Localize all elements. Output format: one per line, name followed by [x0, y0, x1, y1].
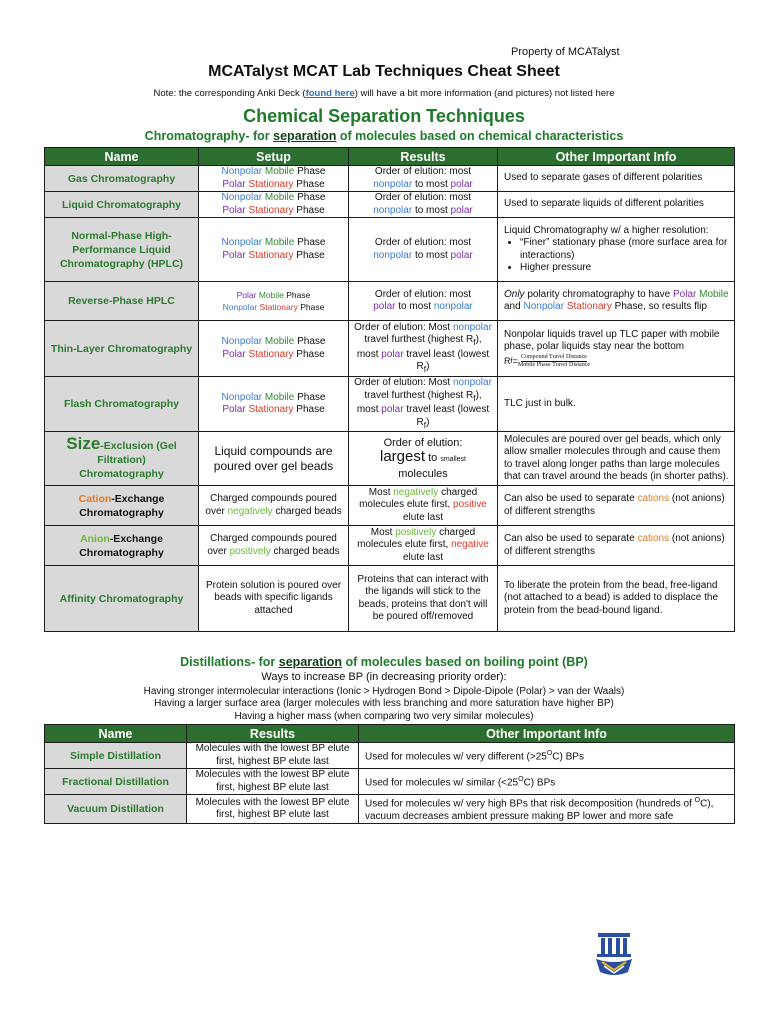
row-name: Size-Exclusion (Gel Filtration) Chromatography [45, 432, 199, 486]
row-setup: Polar Mobile Phase Nonpolar Stationary Phase [199, 282, 349, 321]
table-row [45, 321, 735, 377]
table-row [45, 218, 735, 282]
col-setup: Setup [199, 148, 349, 166]
property-label: Property of MCATalyst [511, 46, 620, 58]
row-name: Affinity Chromatography [45, 566, 199, 632]
row-info: Used to separate gases of different polarities [498, 166, 735, 192]
row-setup: Liquid compounds are poured over gel beads [199, 432, 349, 486]
row-name: Thin-Layer Chromatography [45, 321, 199, 377]
row-setup: Charged compounds poured over negatively charged beads [199, 486, 349, 526]
ways-item: Having a larger surface area (larger molecules with less branching and more saturation have higher BP) [154, 698, 614, 709]
row-info: Used for molecules w/ very high BPs that risk decomposition (hundreds of $^O$C), vacuum decreases ambient pressure making BP lower and more safe [359, 795, 735, 824]
row-results: Order of elution: most nonpolar to most polar [349, 192, 498, 218]
col-info: Other Important Info [359, 725, 735, 743]
row-info: Used for molecules w/ similar $(<25^OC)$ BPs [359, 769, 735, 795]
row-info: Can also be used to separate cations (not anions) of different strengths [498, 486, 735, 526]
chromatography-table [44, 147, 735, 632]
row-name: Flash Chromatography [45, 377, 199, 432]
table-row [45, 526, 735, 566]
col-results: Results [349, 148, 498, 166]
anki-deck-link[interactable]: found here [305, 88, 355, 99]
col-name: Name [45, 725, 187, 743]
row-results: Order of elution: Most nonpolar travel furthest (highest $R_f$), most polar travel least (lowest $R_f$) [349, 377, 498, 432]
row-info: Used to separate liquids of different polarities [498, 192, 735, 218]
row-info: Only polarity chromatography to have Polar Mobile and Nonpolar Stationary Phase, so results flip [498, 282, 735, 321]
page-title: MCATalyst MCAT Lab Techniques Cheat Sheet [208, 63, 560, 80]
row-info: Molecules are poured over gel beads, which only allow smaller molecules through and cause them to travel along longer paths than large molecules that can travel around the beads (in shorter paths). [498, 432, 735, 486]
row-results: Molecules with the lowest BP elute first, highest BP elute last [187, 743, 359, 769]
row-setup: Nonpolar Mobile Phase Polar Stationary Phase [199, 218, 349, 282]
col-name: Name [45, 148, 199, 166]
row-setup: Protein solution is poured over beads with specific ligands attached [199, 566, 349, 632]
table-row [45, 282, 735, 321]
list-item: • “Finer” stationary phase (more surface area for interactions) [520, 237, 730, 262]
row-results: Order of elution: most nonpolar to most polar [349, 166, 498, 192]
distillation-table [44, 724, 735, 824]
rf-formula: R f = Compound Travel Distance Mobile Phase Travel Distance [504, 353, 591, 368]
row-results: Most positively charged molecules elute first, negative elute last [349, 526, 498, 566]
row-info: Used for molecules w/ very different $(>25^OC)$ BPs [359, 743, 735, 769]
table-row [45, 166, 735, 192]
row-name: Cation-Exchange Chromatography [45, 486, 199, 526]
chromatography-heading: Chromatography- for separation of molecules based on chemical characteristics [144, 129, 624, 143]
table-row [45, 566, 735, 632]
list-item: • Higher pressure [520, 262, 730, 275]
row-results: Proteins that can interact with the ligands will stick to the beads, proteins that don't will be poured off/removed [349, 566, 498, 632]
table-row [45, 377, 735, 432]
anki-note: Note: the corresponding Anki Deck (found here) will have a bit more information (and pictures) not listed here [153, 88, 615, 99]
row-name: Reverse-Phase HPLC [45, 282, 199, 321]
row-name: Vacuum Distillation [45, 795, 187, 824]
row-setup: Nonpolar Mobile Phase Polar Stationary Phase [199, 321, 349, 377]
row-results: Order of elution: Most nonpolar travel furthest (highest $R_f$), most polar travel least (lowest $R_f$) [349, 321, 498, 377]
row-name: Normal-Phase High-Performance Liquid Chromatography (HPLC) [45, 218, 199, 282]
row-setup: Nonpolar Mobile Phase Polar Stationary Phase [199, 377, 349, 432]
row-results: Order of elution: most polar to most nonpolar [349, 282, 498, 321]
row-name: Gas Chromatography [45, 166, 199, 192]
row-setup: Nonpolar Mobile Phase Polar Stationary Phase [199, 166, 349, 192]
table-row [45, 795, 735, 824]
section-title: Chemical Separation Techniques [243, 106, 525, 126]
table-row [45, 192, 735, 218]
row-results: Order of elution: most nonpolar to most polar [349, 218, 498, 282]
ways-title: Ways to increase BP (in decreasing priority order): [261, 671, 507, 683]
row-name: Fractional Distillation [45, 769, 187, 795]
distillation-heading: Distillations- for separation of molecules based on boiling point (BP) [180, 655, 588, 669]
row-results: Molecules with the lowest BP elute first, highest BP elute last [187, 795, 359, 824]
row-info: To liberate the protein from the bead, free-ligand (not attached to a bead) is added to displace the protein from the bead-bound ligand. [498, 566, 735, 632]
row-info: Liquid Chromatography w/ a higher resolution: • “Finer” stationary phase (more surface area for interactions) • Higher pressure [498, 218, 735, 282]
table-row [45, 743, 735, 769]
mcatalyst-logo-icon [592, 932, 636, 983]
row-info: Can also be used to separate cations (not anions) of different strengths [498, 526, 735, 566]
row-results: Molecules with the lowest BP elute first, highest BP elute last [187, 769, 359, 795]
row-setup: Nonpolar Mobile Phase Polar Stationary Phase [199, 192, 349, 218]
row-name: Simple Distillation [45, 743, 187, 769]
col-results: Results [187, 725, 359, 743]
row-setup: Charged compounds poured over positively charged beads [199, 526, 349, 566]
row-info: TLC just in bulk. [498, 377, 735, 432]
row-results: Most negatively charged molecules elute first, positive elute last [349, 486, 498, 526]
row-info: Nonpolar liquids travel up TLC paper with mobile phase, polar liquids stay near the bottom R f = Compound Travel Distance Mobile Phase Travel Distance [498, 321, 735, 377]
table-row [45, 486, 735, 526]
ways-item: Having a higher mass (when comparing two very similar molecules) [234, 711, 534, 722]
table-row [45, 769, 735, 795]
row-results: Order of elution: largest to smallest molecules [349, 432, 498, 486]
row-name: Anion-Exchange Chromatography [45, 526, 199, 566]
col-info: Other Important Info [498, 148, 735, 166]
row-name: Liquid Chromatography [45, 192, 199, 218]
table-row [45, 432, 735, 486]
ways-item: Having stronger intermolecular interactions (Ionic > Hydrogen Bond > Dipole-Dipole (Polar) > van der Waals) [143, 686, 625, 697]
